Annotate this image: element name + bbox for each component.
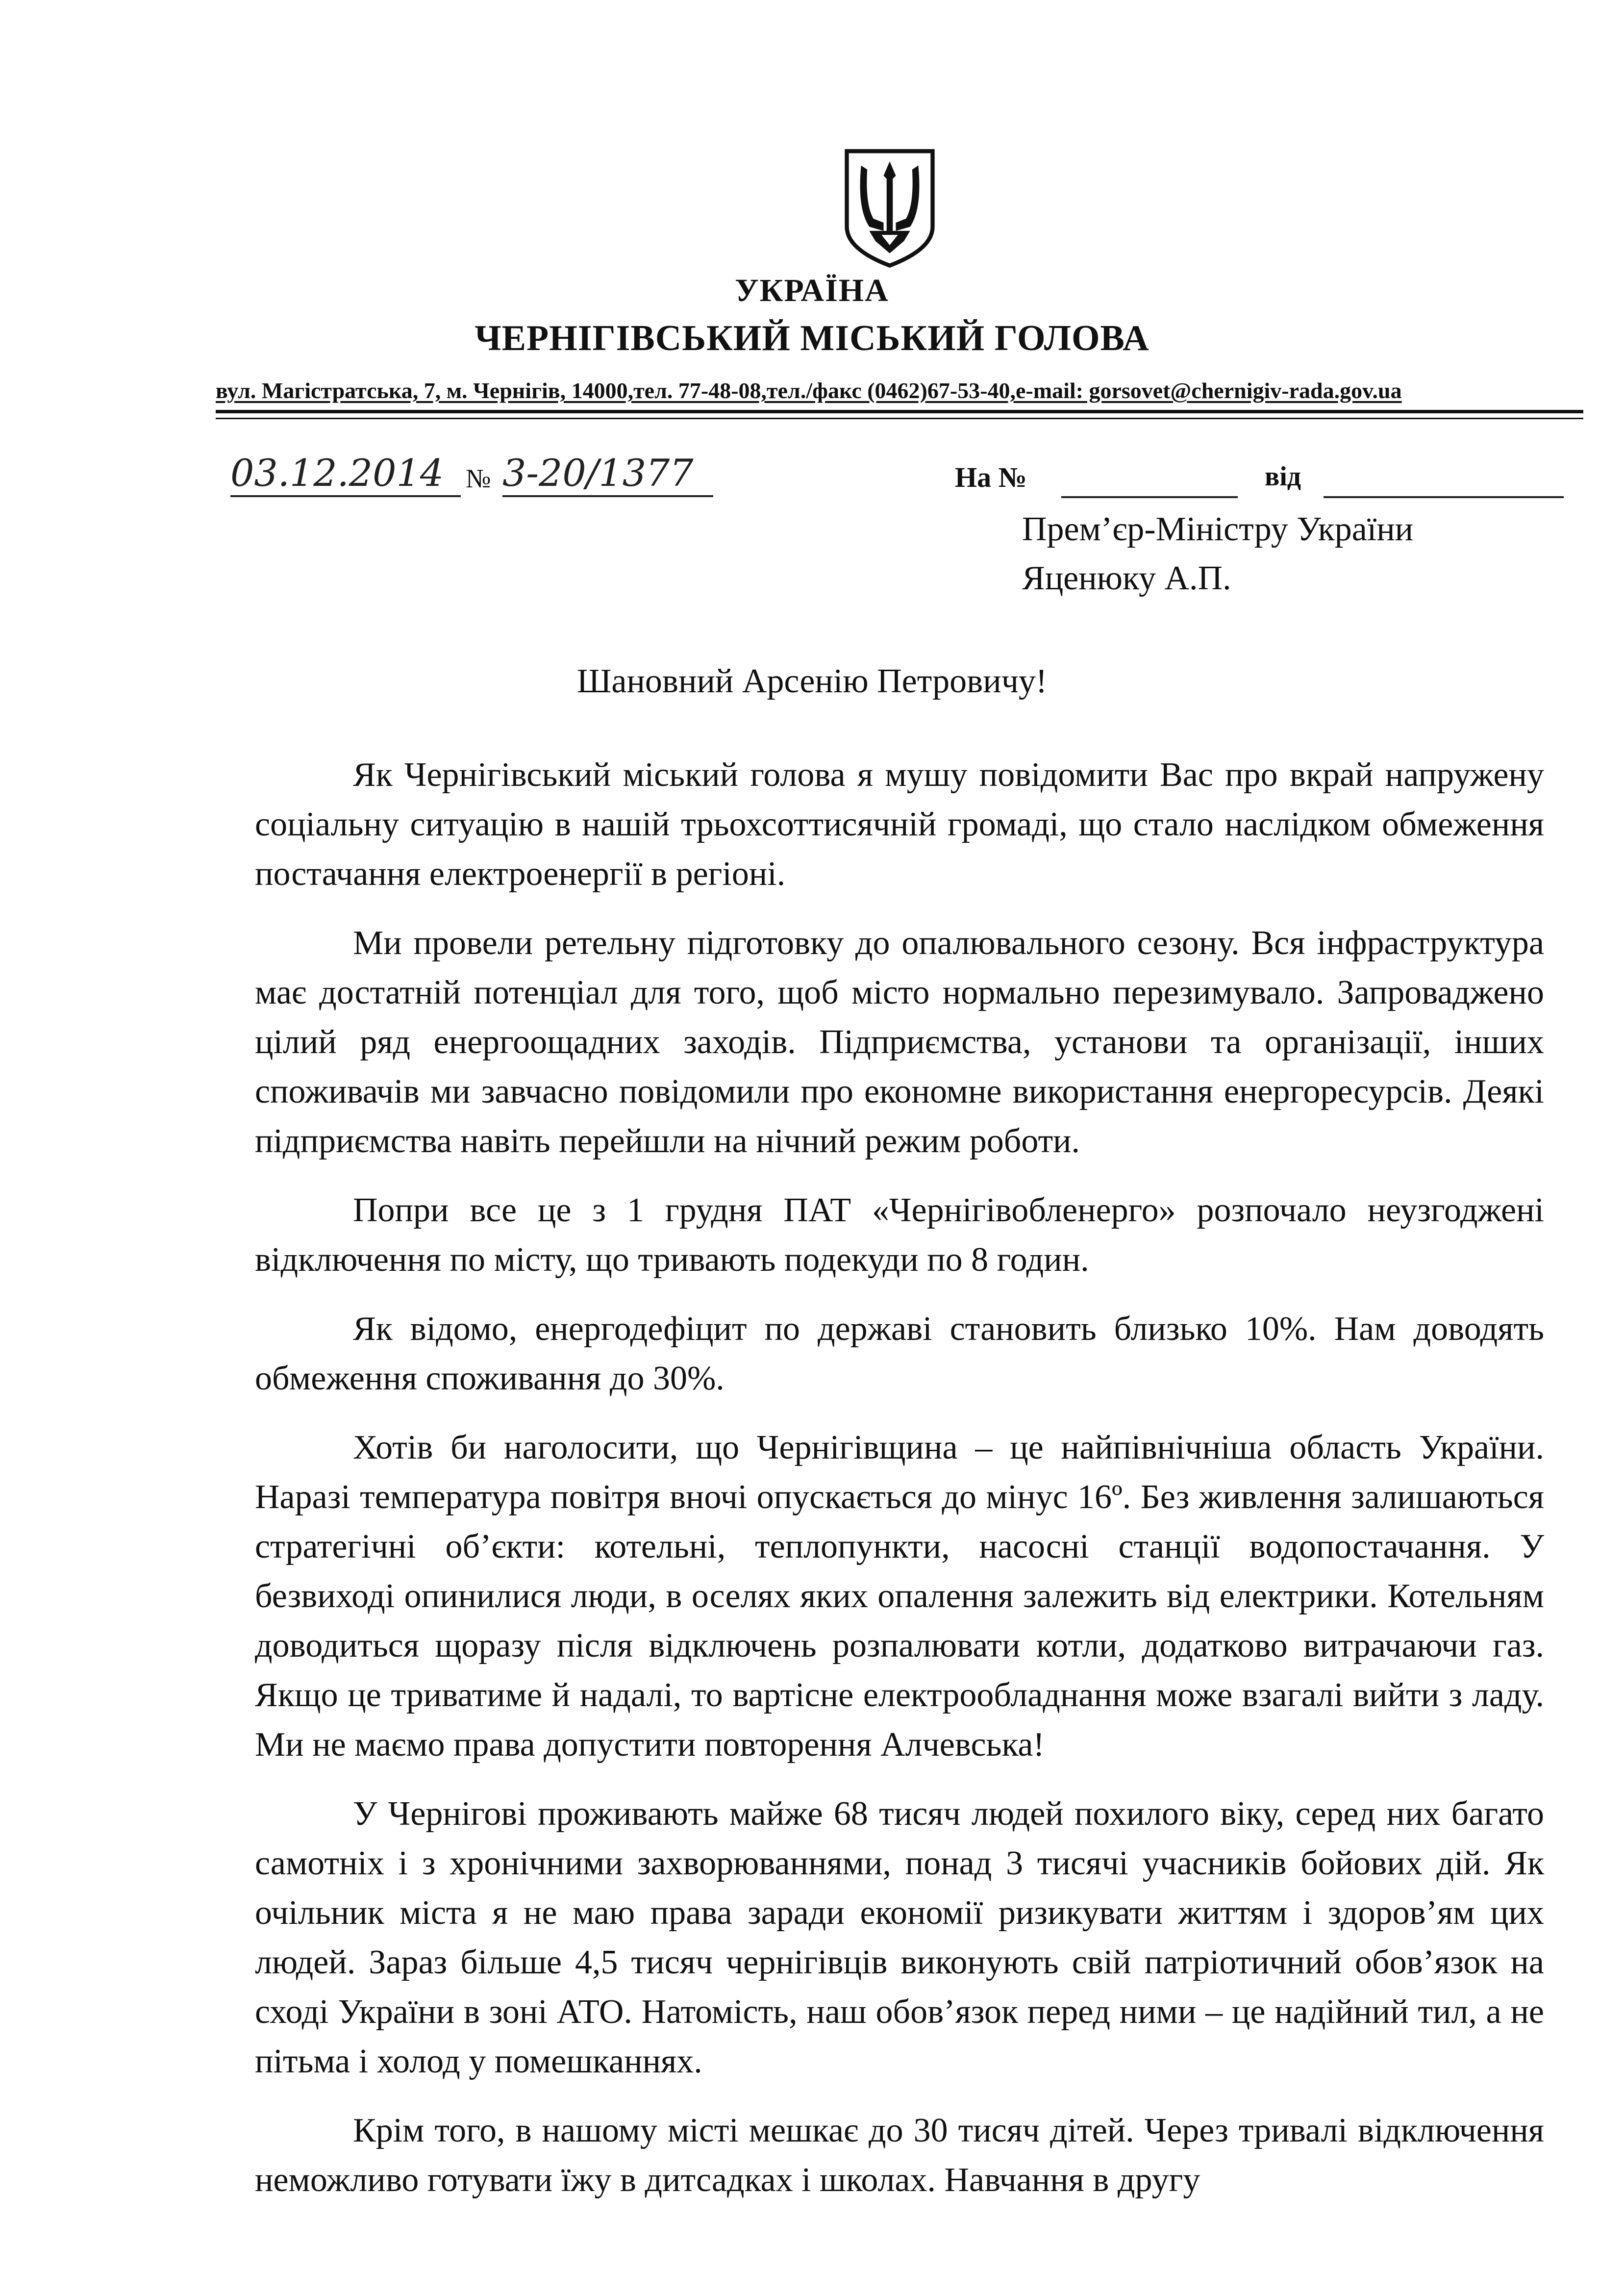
reference-label: На № <box>955 461 1027 493</box>
reference-number-line <box>1061 496 1238 498</box>
office-title: ЧЕРНІГІВСЬКИЙ МІСЬКИЙ ГОЛОВА <box>475 318 1149 358</box>
registration-date: 03.12.2014 <box>230 451 461 497</box>
trident-icon <box>838 147 941 270</box>
letterhead-address: вул. Магістратська, 7, м. Чернігів, 14000,тел. 77-48-08,тел./факс (0462)67-53-40,e-mail: gorsovet@chernigiv-rada.gov.ua <box>216 378 1402 403</box>
reference-from-label: від <box>1265 461 1301 492</box>
registration-number: 3-20/1377 <box>502 451 713 497</box>
letterhead-rule-thin <box>216 418 1583 419</box>
body-paragraph: Крім того, в нашому місті мешкає до 30 тисяч дітей. Через тривалі відключення неможливо готувати їжу в дитсадках і школах. Навчання в другу <box>255 2112 1544 2199</box>
addressee-block <box>1022 505 1586 603</box>
reference-date-line <box>1324 496 1564 498</box>
body-paragraph: Як відомо, енергодефіцит по державі становить близько 10%. Нам доводять обмеження споживання до 30%. <box>255 1310 1544 1397</box>
salutation: Шановний Арсенію Петровичу! <box>576 662 1048 700</box>
registration-number-sign: № <box>466 464 491 493</box>
body-paragraph: У Чернігові проживають майже 68 тисяч людей похилого віку, серед них багато самотніх і з хронічними захворюваннями, понад 3 тисячі учасників бойових дій. Як очільник міста я не маю права заради економії ризикувати життям і здоров’ям цих людей. Зараз більше 4,5 тисяч чернігівців виконують свій патріотичний обов’язок на сході України в зоні АТО. Натомість, наш обов’язок перед ними – це надійний тил, а не пітьма і холод у помешканнях. <box>255 1795 1544 2080</box>
body-paragraph: Хотів би наголосити, що Чернігівщина – це найпівнічніша область України. Наразі температура повітря вночі опускається до мінус 16º. Без живлення залишаються стратегічні об’єкти: котельні, теплопункти, насосні станції водопостачання. У безвиході опинилися люди, в оселях яких опалення залежить від електрики. Котельням доводиться щоразу після відключень розпалювати котли, додатково витрачаючи газ. Якщо це триватиме й надалі, то вартісне електрообладнання може взагалі вийти з ладу. Ми не маємо права допустити повторення Алчевська! <box>255 1429 1544 1764</box>
addressee-position: Прем’єр-Міністру України <box>1022 510 1414 548</box>
body-paragraph: Як Чернігівський міський голова я мушу повідомити Вас про вкрай напружену соціальну ситуацію в нашій трьохсоттисячній громаді, що стало наслідком обмеження постачання електроенергії в регіоні. <box>255 756 1544 893</box>
letter-body <box>255 750 1544 2224</box>
letterhead-rule-thick <box>216 410 1583 413</box>
addressee-name: Яценюку А.П. <box>1022 559 1231 597</box>
body-paragraph: Попри все це з 1 грудня ПАТ «Чернігівобленерго» розпочало неузгоджені відключення по місту, що тривають подекуди по 8 годин. <box>255 1191 1544 1279</box>
body-paragraph: Ми провели ретельну підготовку до опалювального сезону. Вся інфраструктура має достатній потенціал для того, щоб місто нормально перезимувало. Запроваджено цілий ряд енергоощадних заходів. Підприємства, установи та організації, інших споживачів ми завчасно повідомили про економне використання енергоресурсів. Деякі підприємства навіть перейшли на нічний режим роботи. <box>255 924 1544 1160</box>
country-title: УКРАЇНА <box>735 273 889 308</box>
